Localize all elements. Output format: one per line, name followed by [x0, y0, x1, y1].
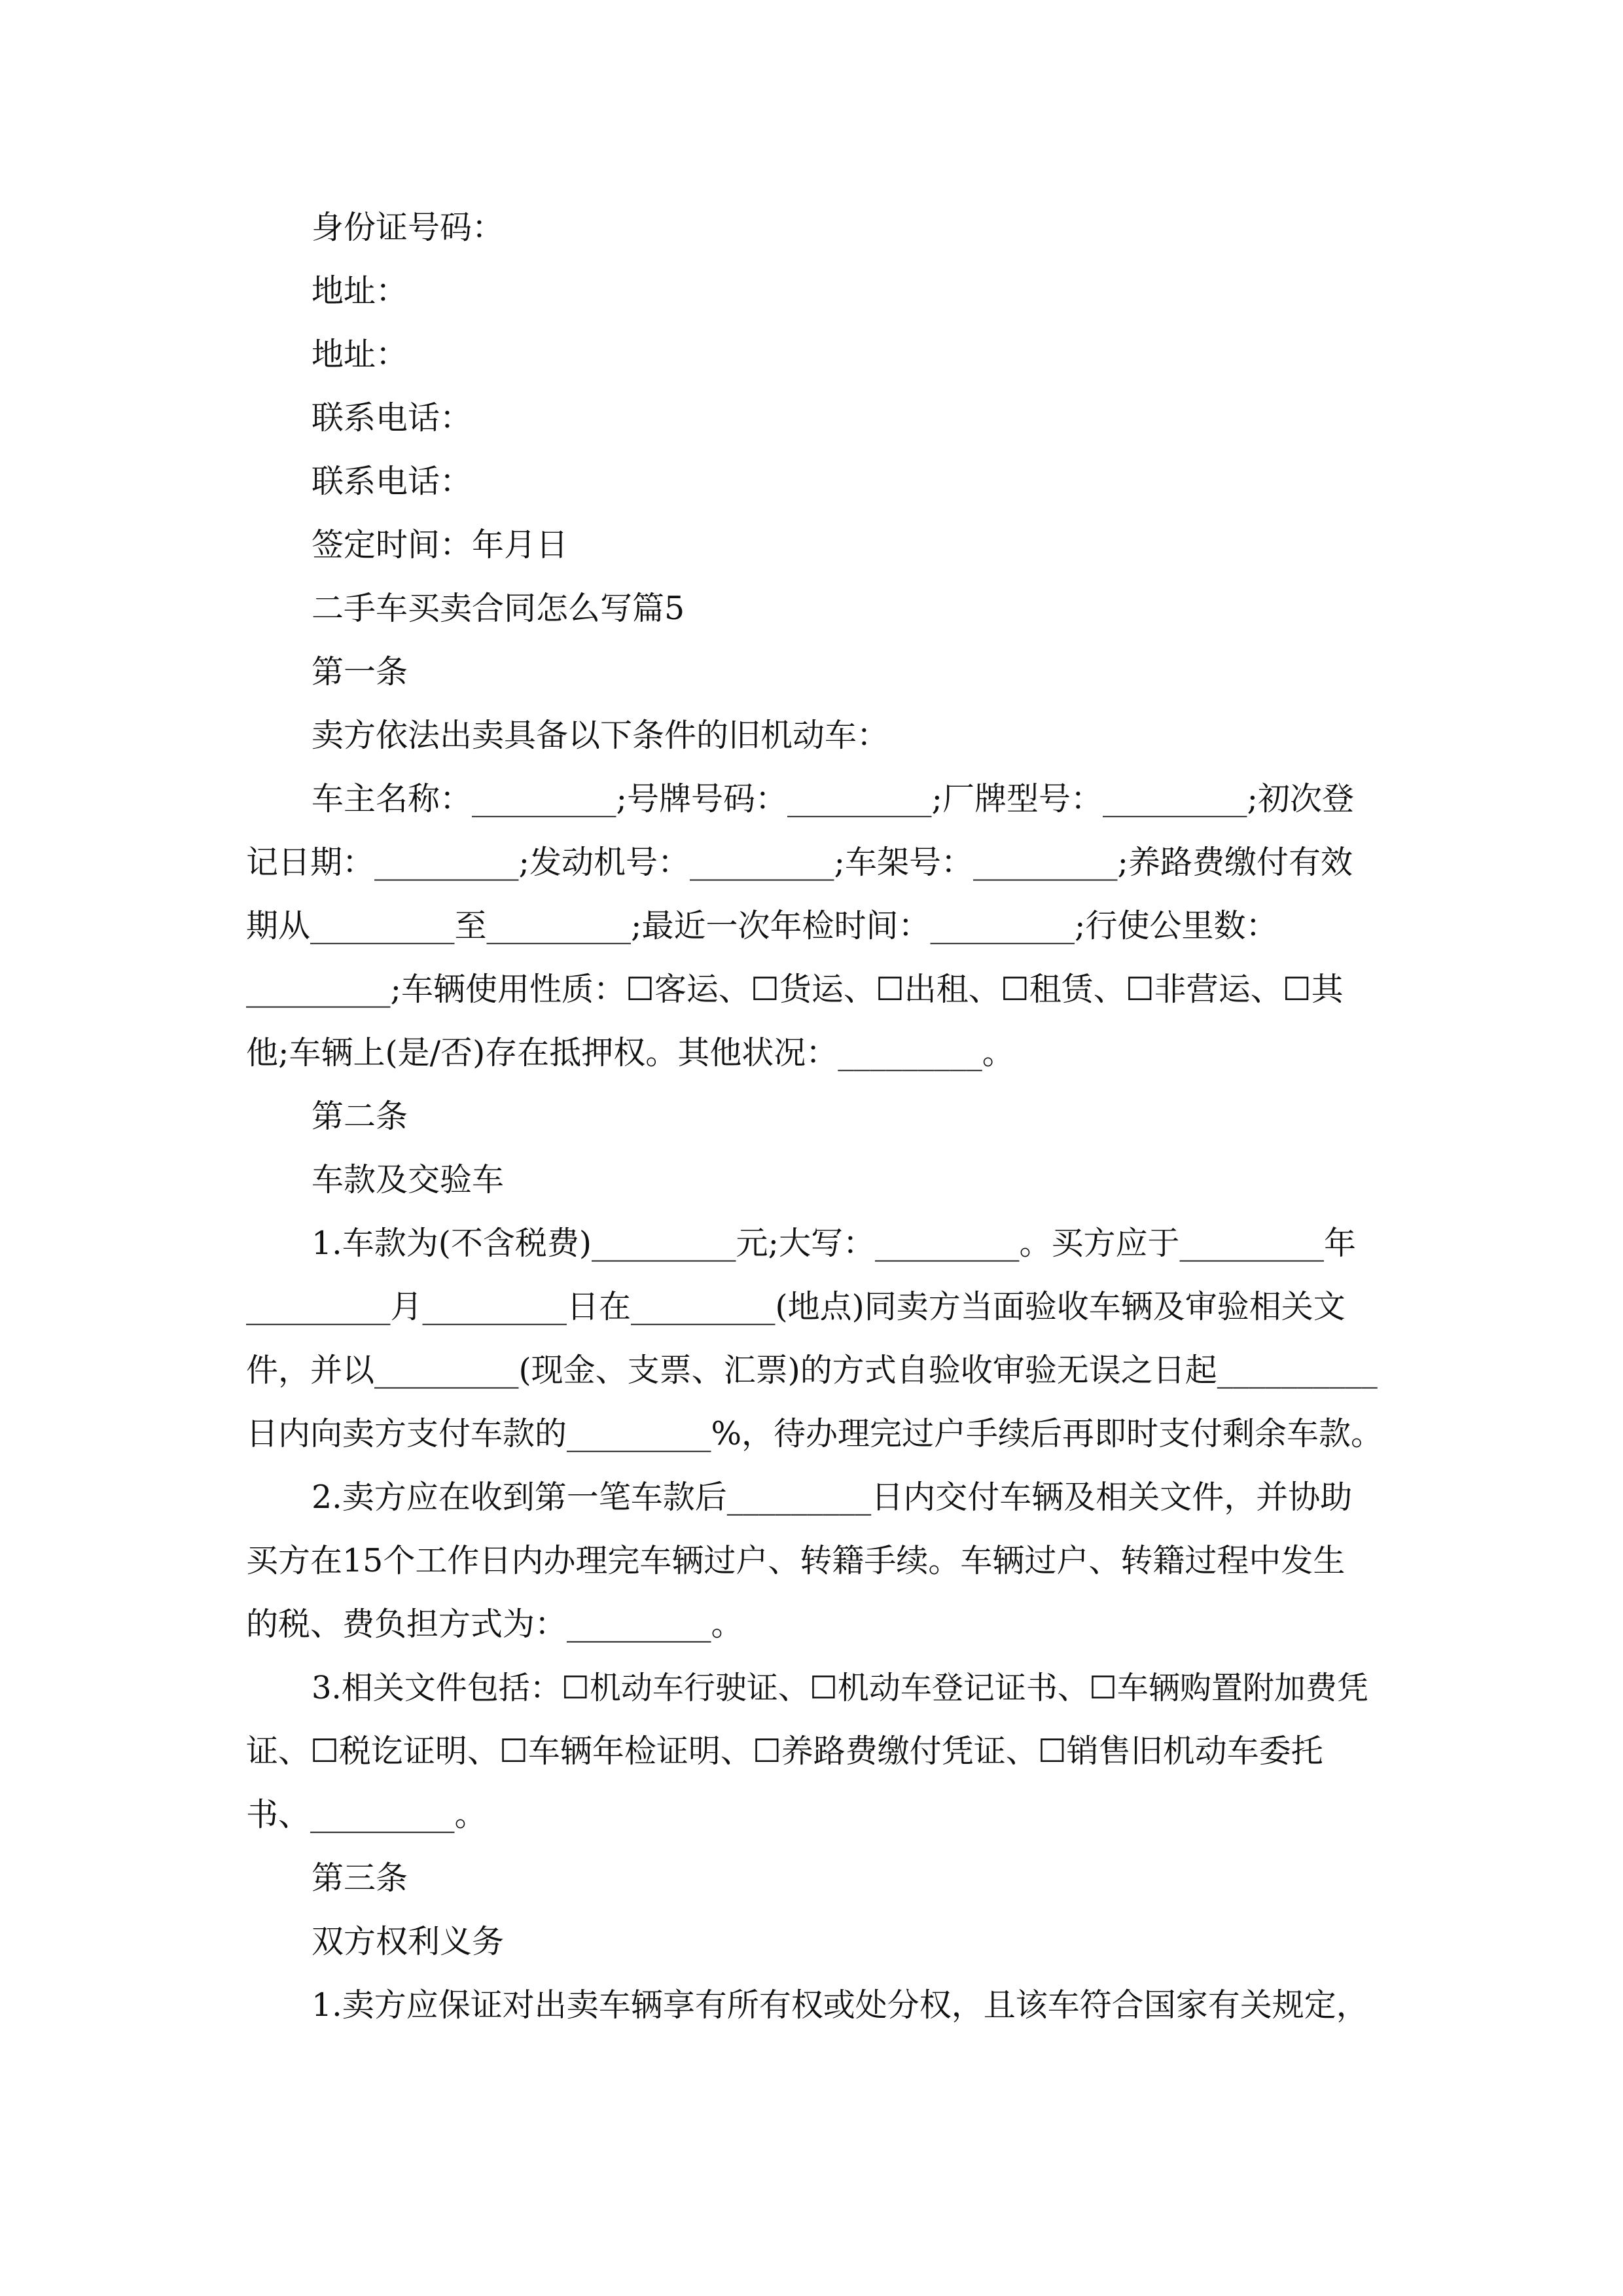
id-number-field: 身份证号码： [312, 209, 505, 246]
paragraph-line: 的税、费负担方式为：_________。 [246, 1605, 743, 1643]
paragraph-line: 件，并以_________(现金、支票、汇票)的方式自验收审验无误之日起__________ [246, 1352, 1378, 1389]
paragraph-line: 买方在15个工作日内办理完车辆过户、转籍手续。车辆过户、转籍过程中发生 [246, 1542, 1346, 1579]
paragraph-line: 车主名称：_________;号牌号码：_________;厂牌型号：_________;初次登 [312, 780, 1355, 817]
article-intro: 卖方依法出卖具备以下条件的旧机动车： [312, 717, 889, 754]
article-heading: 第二条 [312, 1098, 408, 1135]
paragraph-line: 日内向卖方支付车款的_________%，待办理完过户手续后再即时支付剩余车款。 [246, 1415, 1383, 1452]
paragraph-line: 书、_________。 [246, 1796, 487, 1833]
paragraph-line: _________;车辆使用性质：☐客运、☐货运、☐出租、☐租赁、☐非营运、☐其 [246, 971, 1344, 1008]
paragraph-line: 1.车款为(不含税费)_________元;大写：_________。买方应于_________年 [312, 1225, 1356, 1262]
article-heading: 第一条 [312, 653, 408, 691]
paragraph-line: 3.相关文件包括：☐机动车行驶证、☐机动车登记证书、☐车辆购置附加费凭 [312, 1670, 1368, 1706]
address-field: 地址： [312, 336, 408, 373]
address-field: 地址： [312, 272, 408, 310]
phone-field: 联系电话： [312, 399, 473, 437]
article-subheading: 车款及交验车 [312, 1161, 505, 1198]
paragraph-line: 期从_________至_________;最近一次年检时间：_________;行使公里数： [246, 907, 1278, 944]
article-subheading: 双方权利义务 [312, 1923, 505, 1960]
paragraph-line: 记日期：_________;发动机号：_________;车架号：_________;养路费缴付有效 [246, 844, 1353, 881]
article-heading: 第三条 [312, 1859, 408, 1897]
paragraph-line: 证、☐税讫证明、☐车辆年检证明、☐养路费缴付凭证、☐销售旧机动车委托 [246, 1732, 1323, 1770]
paragraph-line: _________月_________日在_________(地点)同卖方当面验收车辆及审验相关文 [246, 1288, 1346, 1325]
phone-field: 联系电话： [312, 463, 473, 500]
paragraph-line: 1.卖方应保证对出卖车辆享有所有权或处分权，且该车符合国家有关规定， [312, 1986, 1368, 2024]
paragraph-line: 2.卖方应在收到第一笔车款后_________日内交付车辆及相关文件，并协助 [312, 1479, 1353, 1516]
signing-date-field: 签定时间：年月日 [312, 526, 569, 564]
paragraph-line: 他;车辆上(是/否)存在抵押权。其他状况：_________。 [246, 1034, 1014, 1071]
section-title: 二手车买卖合同怎么写篇5 [312, 590, 685, 627]
